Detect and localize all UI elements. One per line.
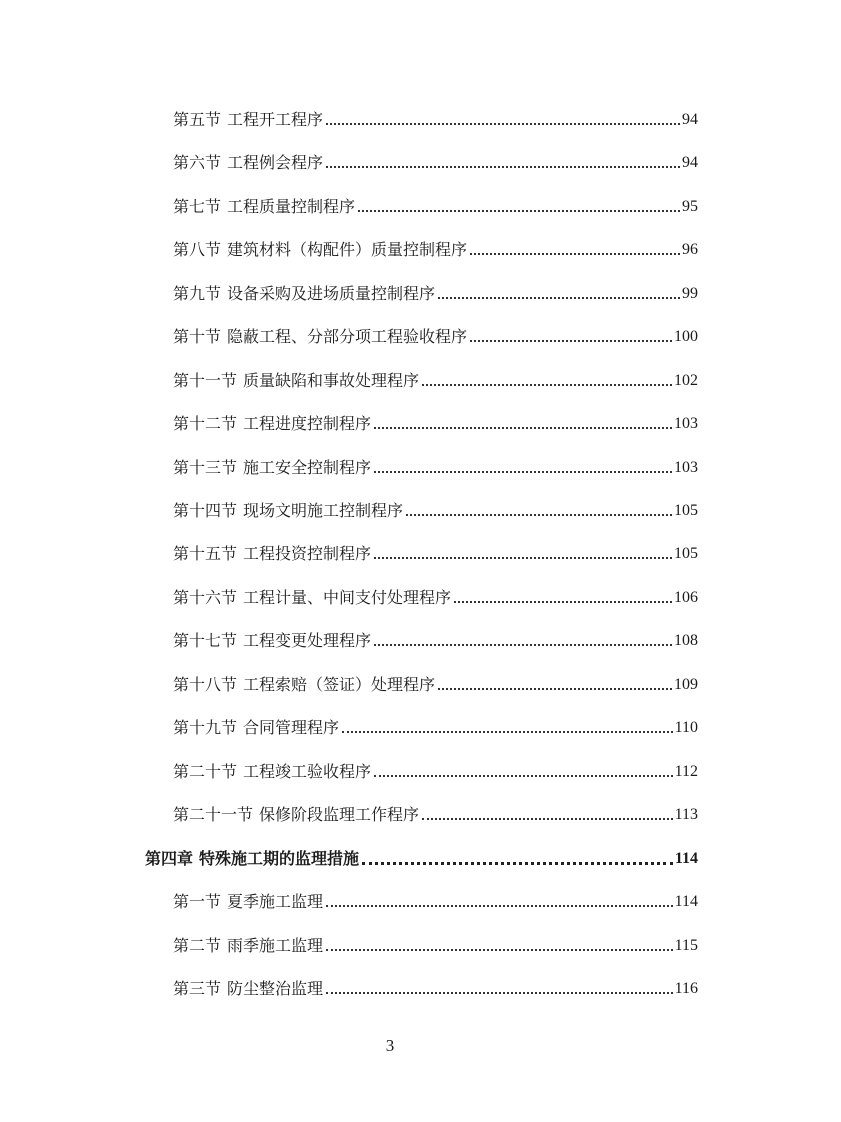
toc-entry-number: 第二节 [173,936,222,955]
toc-entry-title: 工程计量、中间支付处理程序 [243,588,452,607]
toc-entry-label [173,588,451,608]
toc-entry-page: 115 [674,937,698,954]
dot-leader [326,165,680,168]
toc-entry-page: 95 [682,198,698,215]
toc-entry-number: 第十一节 [173,371,238,390]
toc-entry-label [173,458,371,478]
toc-entry-number: 第十四节 [173,501,238,520]
toc-entry-page: 105 [674,502,698,519]
toc-entry-title: 工程竣工验收程序 [243,762,372,781]
toc-entry-title: 工程例会程序 [227,153,324,172]
toc-entry-title: 施工安全控制程序 [243,458,372,477]
toc-entry-page: 112 [674,763,698,780]
toc-entry-page: 108 [674,632,698,649]
toc-entry[interactable] [173,365,698,391]
toc-entry-title: 工程进度控制程序 [243,414,372,433]
toc-entry-label [145,849,359,869]
toc-entry-label [173,284,435,304]
dot-leader [470,339,672,342]
dot-leader [422,817,673,820]
dot-leader [326,122,680,125]
toc-entry-label [173,762,371,782]
dot-leader [362,861,673,865]
toc-entry[interactable] [173,930,698,956]
toc-entry[interactable] [173,669,698,695]
toc-entry-number: 第七节 [173,197,222,216]
toc-entry-number: 第十七节 [173,631,238,650]
toc-entry-number: 第九节 [173,284,222,303]
toc-entry-label [173,240,467,260]
dot-leader [374,426,672,429]
toc-entry[interactable] [173,582,698,608]
toc-entry-title: 夏季施工监理 [227,892,324,911]
toc-entry[interactable] [173,712,698,738]
toc-entry-number: 第十三节 [173,458,238,477]
toc-entry-number: 第十二节 [173,414,238,433]
toc-entry-page: 99 [682,285,698,302]
toc-entry[interactable] [173,191,698,217]
toc-chapter-entry[interactable] [145,843,698,869]
dot-leader [454,600,672,603]
dot-leader [374,643,672,646]
toc-entry-page: 94 [682,154,698,171]
toc-entry-title: 防尘整治监理 [227,979,324,998]
toc-entry-page: 109 [674,676,698,693]
dot-leader [374,556,672,559]
toc-entry-title: 隐蔽工程、分部分项工程验收程序 [227,327,468,346]
toc-entry-label [173,544,371,564]
toc-entry-title: 特殊施工期的监理措施 [199,849,360,868]
toc-entry-number: 第四章 [145,849,194,868]
toc-entry[interactable] [173,104,698,130]
toc-entry-label [173,501,403,521]
toc-entry[interactable] [173,408,698,434]
toc-entry-number: 第十九节 [173,718,238,737]
toc-entry-label [173,327,467,347]
dot-leader [438,296,680,299]
toc-entry[interactable] [173,625,698,651]
toc-entry-title: 工程质量控制程序 [227,197,356,216]
toc-entry-label [173,414,371,434]
dot-leader [406,513,672,516]
toc-entry-title: 合同管理程序 [243,718,340,737]
toc-entry-page: 103 [674,415,698,432]
toc-entry-page: 105 [674,545,698,562]
toc-entry-number: 第一节 [173,892,222,911]
toc-entry-label [173,979,323,999]
toc-entry-page: 106 [674,589,698,606]
toc-entry[interactable] [173,538,698,564]
toc-entry-page: 100 [674,328,698,345]
dot-leader [374,470,672,473]
dot-leader [438,687,672,690]
toc-entry-label [173,631,371,651]
toc-entry-number: 第五节 [173,110,222,129]
dot-leader [470,252,680,255]
toc-entry[interactable] [173,799,698,825]
toc-entry-title: 设备采购及进场质量控制程序 [227,284,436,303]
toc-entry-label [173,675,435,695]
dot-leader [326,948,673,951]
toc-entry-page: 110 [674,719,698,736]
toc-entry-number: 第三节 [173,979,222,998]
toc-entry[interactable] [173,973,698,999]
dot-leader [422,383,672,386]
toc-entry-label [173,805,419,825]
toc-entry[interactable] [173,234,698,260]
toc-entry[interactable] [173,886,698,912]
toc-entry[interactable] [173,278,698,304]
toc-entry-number: 第二十节 [173,762,238,781]
toc-entry[interactable] [173,495,698,521]
toc-entry-title: 工程投资控制程序 [243,544,372,563]
toc-entry-number: 第八节 [173,240,222,259]
toc-entry-page: 116 [674,980,698,997]
toc-entry[interactable] [173,756,698,782]
toc-entry-number: 第二十一节 [173,805,254,824]
toc-entry-number: 第十八节 [173,675,238,694]
toc-entry-title: 工程索赔（签证）处理程序 [243,675,436,694]
toc-entry-label [173,197,355,217]
toc-entry[interactable] [173,321,698,347]
toc-entry-number: 第十五节 [173,544,238,563]
toc-entry-label [173,718,339,738]
toc-entry-number: 第十六节 [173,588,238,607]
toc-entry-title: 保修阶段监理工作程序 [259,805,420,824]
toc-entry-page: 96 [682,241,698,258]
toc-entry-title: 建筑材料（构配件）质量控制程序 [227,240,468,259]
toc-entry-label [173,153,323,173]
toc-entry-page: 114 [674,850,698,867]
dot-leader [358,209,680,212]
toc-entry-number: 第六节 [173,153,222,172]
toc-entry[interactable] [173,147,698,173]
toc-entry-label [173,371,419,391]
toc-entry-label [173,110,323,130]
toc-entry-title: 质量缺陷和事故处理程序 [243,371,420,390]
toc-entry[interactable] [173,452,698,478]
dot-leader [342,730,673,733]
page-number: 3 [385,1036,395,1055]
toc-entry-label [173,936,323,956]
dot-leader [326,904,673,907]
dot-leader [326,991,673,994]
toc-entry-page: 113 [674,806,698,823]
toc-entry-title: 现场文明施工控制程序 [243,501,404,520]
toc-entry-number: 第十节 [173,327,222,346]
toc-entry-page: 114 [674,893,698,910]
toc-entry-page: 103 [674,459,698,476]
dot-leader [374,774,673,777]
toc-entry-label [173,892,323,912]
toc-entry-title: 工程开工程序 [227,110,324,129]
toc-entry-page: 94 [682,111,698,128]
toc-entry-title: 雨季施工监理 [227,936,324,955]
toc-entry-page: 102 [674,372,698,389]
toc-entry-title: 工程变更处理程序 [243,631,372,650]
